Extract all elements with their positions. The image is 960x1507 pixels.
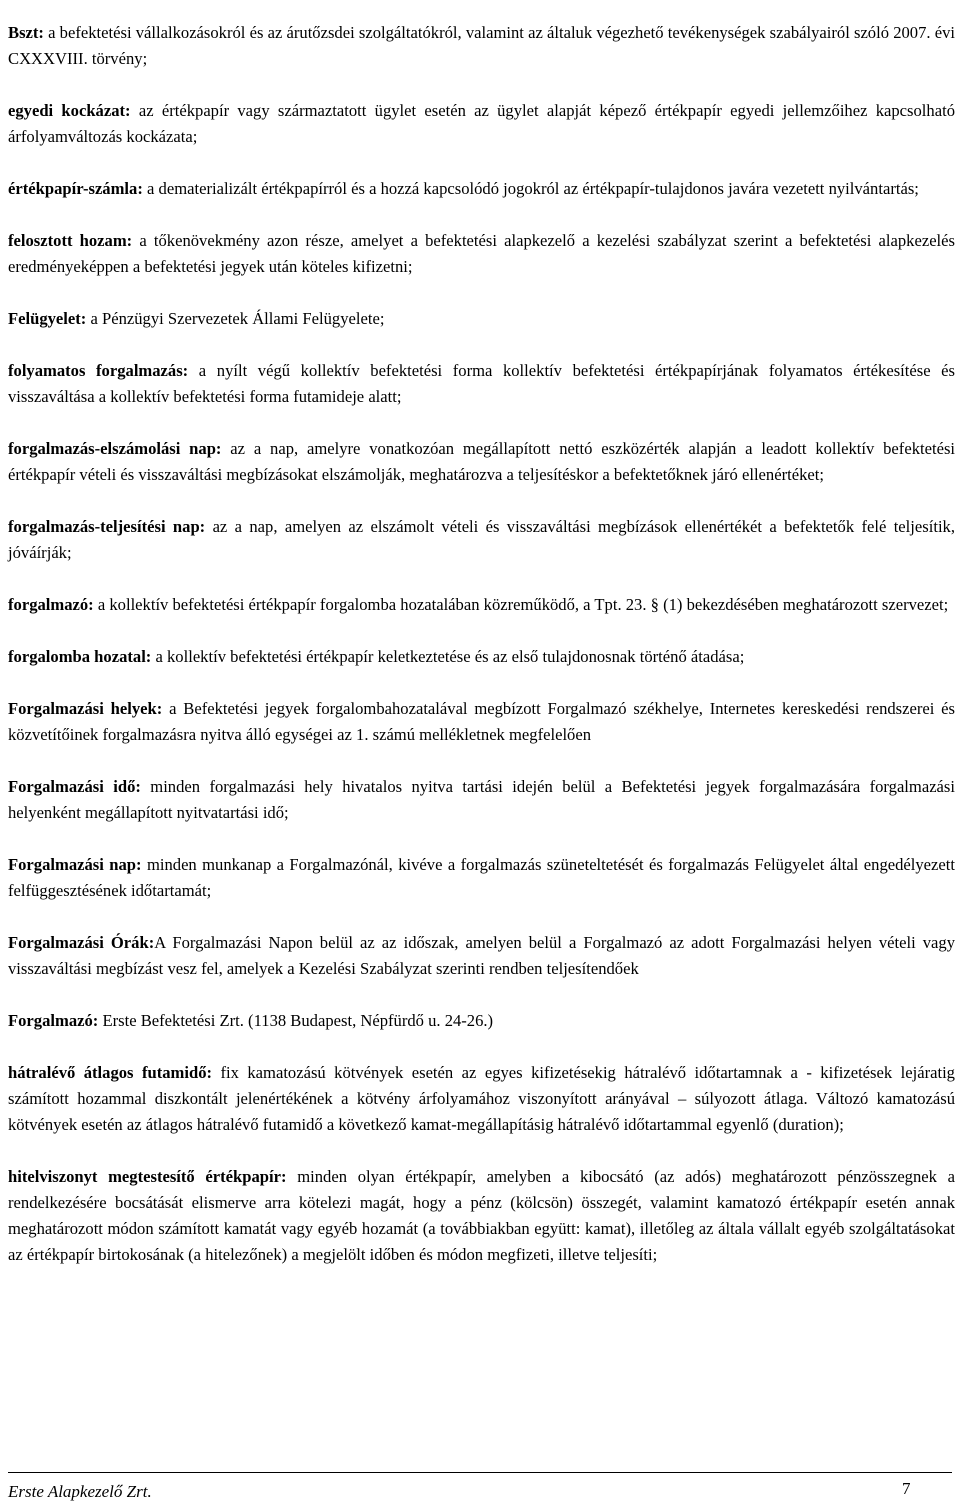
term: forgalmazás-teljesítési nap:	[8, 517, 206, 536]
term: Forgalmazási helyek:	[8, 699, 163, 718]
term: forgalmazás-elszámolási nap:	[8, 439, 222, 458]
term: Forgalmazási Órák:	[8, 933, 155, 952]
definition-text: a tőkenövekmény azon része, amelyet a befektetési alapkezelő a kezelési szabályzat szerint a befektetési alapkezelés eredményeképpen a befektetési jegyek után köteles kifizetni;	[8, 231, 955, 276]
term: forgalomba hozatal:	[8, 647, 152, 666]
definition-text: A Forgalmazási Napon belül az az időszak, amelyen belül a Forgalmazó az adott Forgalmazási helyen vételi vagy visszaváltási megbízást vesz fel, amelyek a Kezelési Szabályzat szerinti rendben teljesítendőek	[8, 933, 956, 978]
definition-text: Erste Befektetési Zrt. (1138 Budapest, Népfürdő u. 24-26.)	[98, 1011, 494, 1030]
definition-hatralevo-atlagos-futamido	[8, 1060, 955, 1138]
definition-text: a kollektív befektetési értékpapír forgalomba hozatalában közreműködő, a Tpt. 23. § (1) bekezdésében meghatározott szervezet;	[93, 595, 949, 614]
definition-forgalmazasi-nap	[8, 852, 955, 904]
term: Forgalmazó:	[8, 1011, 99, 1030]
definition-text: az a nap, amelyre vonatkozóan megállapított nettó eszközérték alapján a leadott kollektív befektetési értékpapír vételi és visszaváltási megbízásokat elszámolják, meghatározva a teljesítéskor a befektetőknek járó ellenértéket;	[8, 439, 956, 484]
page-number: 7	[902, 1479, 911, 1498]
definition-text: a nyílt végű kollektív befektetési forma kollektív befektetési értékpapírjának folyamatos értékesítése és visszaváltása a kollektív befektetési forma futamideje alatt;	[8, 361, 955, 406]
definition-text: minden forgalmazási hely hivatalos nyitva tartási idején belül a Befektetési jegyek forgalmazására forgalmazási helyenként megállapított nyitvatartási idő;	[8, 777, 955, 822]
definition-ertekpapir-szamla	[8, 176, 955, 202]
definition-forgalmazasi-ido	[8, 774, 955, 826]
term: felosztott hozam:	[8, 231, 133, 250]
definition-forgalmazasi-helyek	[8, 696, 955, 748]
definition-text: fix kamatozású kötvények esetén az egyes kifizetésekig hátralévő időtartamnak a - kifizetések lejáratig számított hozammal diszkontált jelenértékének a kötvény árfolyamához viszonyított arányával – súlyozott átlaga. Változó kamatozású kötvények esetén az átlagos hátralévő futamidő a következő kamat-megállapításig hátralévő időtartammal egyenlő (duration);	[8, 1063, 955, 1134]
definition-forgalomba-hozatal	[8, 644, 955, 670]
term: Forgalmazási idő:	[8, 777, 141, 796]
definition-text: az értékpapír vagy származtatott ügylet esetén az ügylet alapját képező értékpapír egyedi jellemzőihez kapcsolható árfolyamváltozás kockázata;	[8, 101, 955, 146]
definition-text: minden munkanap a Forgalmazónál, kivéve a forgalmazás szüneteltetését és forgalmazás Felügyelet által engedélyezett felfüggesztésének időtartamát;	[8, 855, 955, 900]
term: egyedi kockázat:	[8, 101, 131, 120]
definition-text: a befektetési vállalkozásokról és az árutőzsdei szolgáltatókról, valamint az általuk végezhető tevékenységek szabályairól szóló 2007. évi CXXXVIII. törvény;	[8, 23, 955, 68]
definition-egyedi-kockazat	[8, 98, 955, 150]
footer-company: Erste Alapkezelő Zrt.	[8, 1482, 152, 1501]
term: folyamatos forgalmazás:	[8, 361, 189, 380]
definition-felosztott-hozam	[8, 228, 955, 280]
definition-forgalmazas-elszamolasi-nap	[8, 436, 955, 488]
definition-forgalmazas-teljesitesi-nap	[8, 514, 955, 566]
definition-text: a kollektív befektetési értékpapír keletkeztetése és az első tulajdonosnak történő átadása;	[151, 647, 745, 666]
definition-forgalmazo-erste	[8, 1008, 955, 1034]
definition-text: a dematerializált értékpapírról és a hozzá kapcsolódó jogokról az értékpapír-tulajdonos javára vezetett nyilvántartás;	[142, 179, 919, 198]
term: értékpapír-számla:	[8, 179, 143, 198]
definition-text: a Pénzügyi Szervezetek Állami Felügyelete;	[86, 309, 385, 328]
term: Forgalmazási nap:	[8, 855, 142, 874]
term: Bszt:	[8, 23, 44, 42]
term: forgalmazó:	[8, 595, 94, 614]
definition-hitelviszonyt-megtestesito-ertekpapir	[8, 1164, 955, 1268]
document-body	[8, 20, 955, 1294]
definition-forgalmazasi-orak	[8, 930, 955, 982]
definition-text: az a nap, amelyen az elszámolt vételi és visszaváltási megbízások ellenértékét a befektetők felé teljesítik, jóváírják;	[8, 517, 955, 562]
definition-forgalmazo	[8, 592, 955, 618]
term: hátralévő átlagos futamidő:	[8, 1063, 213, 1082]
definition-felugyelet	[8, 306, 955, 332]
definition-folyamatos-forgalmazas	[8, 358, 955, 410]
definition-text: minden olyan értékpapír, amelyben a kibocsátó (az adós) meghatározott pénzösszegnek a rendelkezésére bocsátását elismerve arra kötelezi magát, hogy a pénz (kölcsön) összegét, valamint kamatozó értékpapír esetén annak meghatározott módon számított kamatát vagy egyéb hozamát (a továbbiakban együtt: kamat), illetőleg az általa vállalt egyéb szolgáltatásokat az értékpapír birtokosának (a hitelezőnek) a megjelölt időben és módon megfizeti, illetve teljesíti;	[8, 1167, 955, 1264]
term: Felügyelet:	[8, 309, 87, 328]
term: hitelviszonyt megtestesítő értékpapír:	[8, 1167, 287, 1186]
definition-bszt	[8, 20, 955, 72]
definition-text: a Befektetési jegyek forgalombahozatalával megbízott Forgalmazó székhelye, Internetes kereskedési rendszerei és közvetítőinek forgalmazásra nyitva álló egységei az 1. számú mellékletnek megfelelően	[8, 699, 955, 744]
footer-divider	[8, 1472, 952, 1473]
